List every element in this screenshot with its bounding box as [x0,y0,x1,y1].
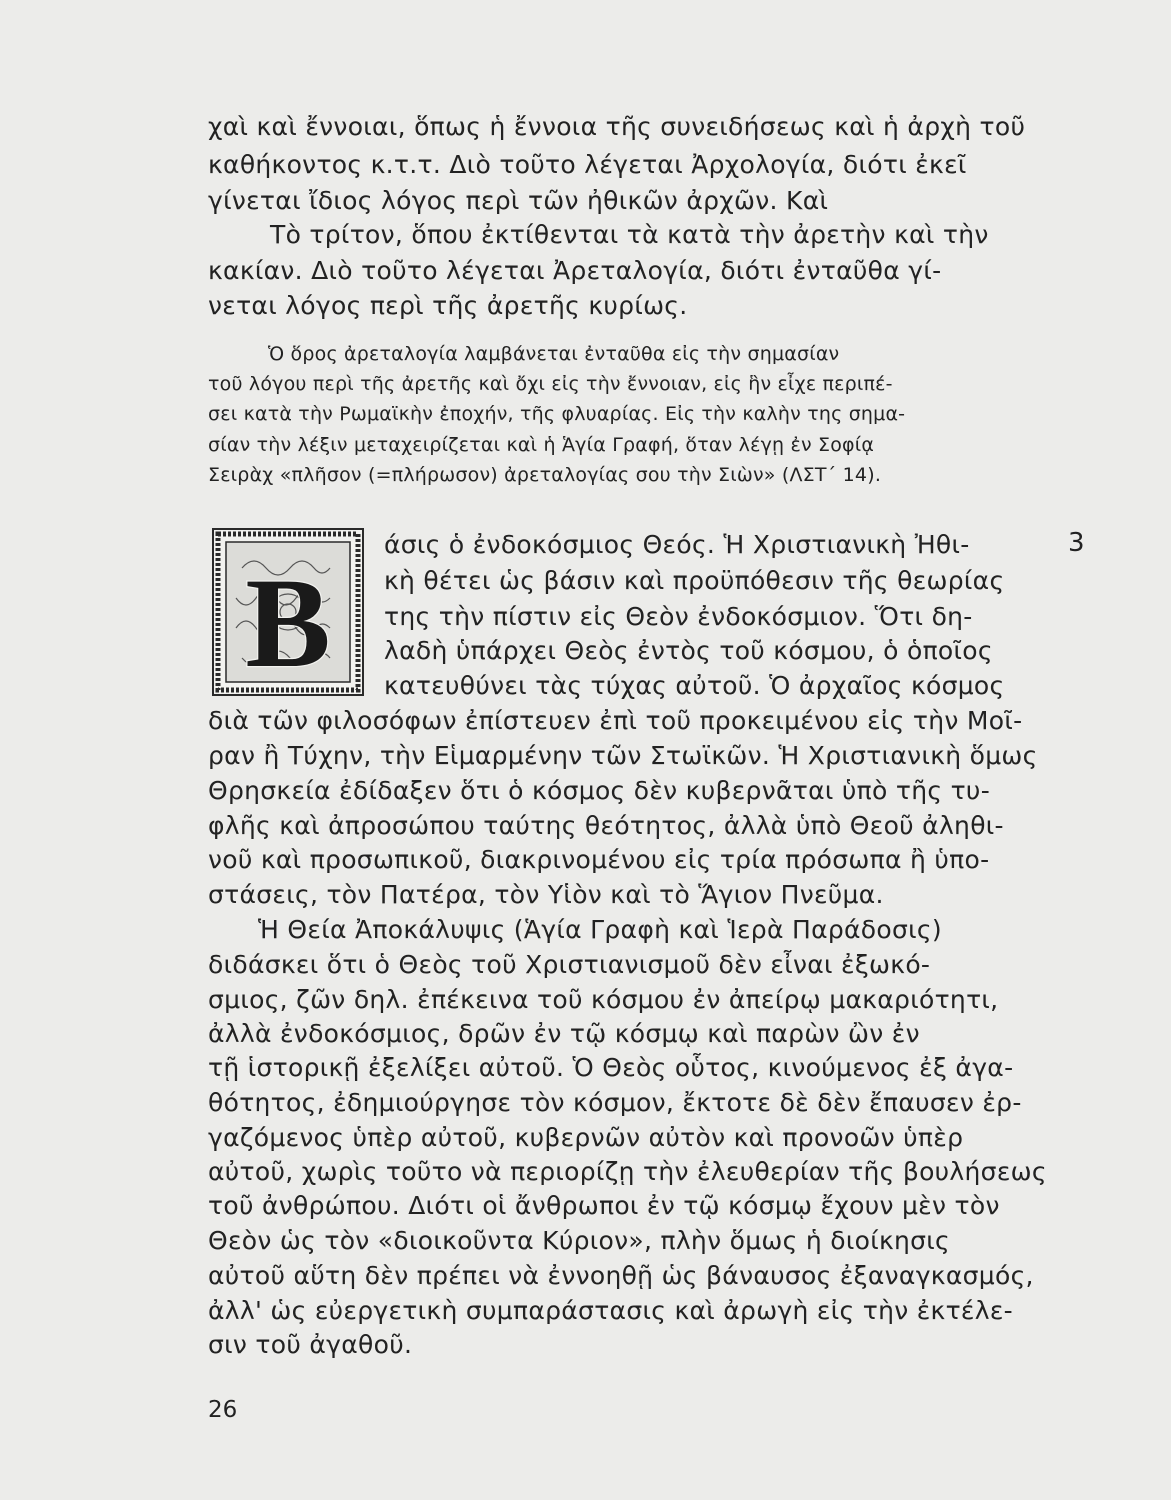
text-line: της τὴν πίστιν εἰς Θεὸν ἐνδοκόσμιον. Ὅτι δη- [384,602,973,631]
dropcap-letter: B [245,552,331,694]
decorative-dropcap-b [212,528,364,696]
text-line: νεται λόγος περὶ τῆς ἀρετῆς κυρίως. [208,291,688,320]
page-number: 26 [208,1397,238,1423]
text-line: αὐτοῦ, χωρὶς τοῦτο νὰ περιορίζῃ τὴν ἐλευθερίαν τῆς βουλήσεως [208,1157,1047,1186]
text-line: τοῦ ἀνθρώπου. Διότι οἱ ἄνθρωποι ἐν τῷ κόσμῳ ἔχουν μὲν τὸν [208,1191,1000,1220]
text-line: σιν τοῦ ἀγαθοῦ. [208,1330,413,1359]
text-line: διδάσκει ὅτι ὁ Θεὸς τοῦ Χριστιανισμοῦ δὲν εἶναι ἐξωκό- [208,950,931,979]
text-line: κατευθύνει τὰς τύχας αὐτοῦ. Ὁ ἀρχαῖος κόσμος [384,671,1005,700]
text-line: Θρησκεία ἐδίδαξεν ὅτι ὁ κόσμος δὲν κυβερνᾶται ὑπὸ τῆς τυ- [208,776,991,805]
section-margin-number: 3 [1068,528,1085,558]
text-line: Τὸ τρίτον, ὅπου ἐκτίθενται τὰ κατὰ τὴν ἀρετὴν καὶ τὴν [270,220,989,249]
text-line: αὐτοῦ αὕτη δὲν πρέπει νὰ ἐννοηθῇ ὡς βάναυσος ἐξαναγκασμός, [208,1261,1034,1290]
text-line: στάσεις, τὸν Πατέρα, τὸν Υἱὸν καὶ τὸ Ἅγιον Πνεῦμα. [208,880,884,909]
text-line: χαὶ καὶ ἔννοιαι, ὅπως ἡ ἔννοια τῆς συνειδήσεως καὶ ἡ ἀρχὴ τοῦ [208,112,1026,141]
note-line: Σειρὰχ «πλῆσον (=πλήρωσον) ἀρεταλογίας σου τὴν Σιὼν» (ΛΣΤ΄ 14). [208,464,882,486]
text-line: γαζόμενος ὑπὲρ αὐτοῦ, κυβερνῶν αὐτὸν καὶ προνοῶν ὑπὲρ [208,1123,964,1152]
text-line: γίνεται ἴδιος λόγος περὶ τῶν ἠθικῶν ἀρχῶν. Καὶ [208,186,829,215]
note-line: Ὁ ὅρος ἀρεταλογία λαμβάνεται ἐνταῦθα εἰς τὴν σημασίαν [268,343,840,365]
text-line: κὴ θέτει ὡς βάσιν καὶ προϋπόθεσιν τῆς θεωρίας [384,566,1005,595]
text-line: θότητος, ἐδημιούργησε τὸν κόσμον, ἔκτοτε δὲ δὲν ἔπαυσεν ἐρ- [208,1088,1022,1117]
text-line: ἀλλὰ ἐνδοκόσμιος, δρῶν ἐν τῷ κόσμῳ καὶ παρὼν ὢν ἐν [208,1019,920,1048]
text-line: νοῦ καὶ προσωπικοῦ, διακρινομένου εἰς τρία πρόσωπα ἢ ὑπο- [208,845,990,874]
text-line: σμιος, ζῶν δηλ. ἐπέκεινα τοῦ κόσμου ἐν ἀπείρῳ μακαριότητι, [208,985,999,1014]
text-line: άσις ὁ ἐνδοκόσμιος Θεός. Ἡ Χριστιανικὴ Ἠθι- [384,530,970,559]
text-line: διὰ τῶν φιλοσόφων ἐπίστευεν ἐπὶ τοῦ προκειμένου εἰς τὴν Μοῖ- [208,706,1023,735]
text-line: λαδὴ ὑπάρχει Θεὸς ἐντὸς τοῦ κόσμου, ὁ ὁποῖος [384,636,993,665]
note-line: σίαν τὴν λέξιν μεταχειρίζεται καὶ ἡ Ἁγία Γραφή, ὅταν λέγῃ ἐν Σοφίᾳ [208,434,875,456]
text-line: φλῆς καὶ ἀπροσώπου ταύτης θεότητος, ἀλλὰ ὑπὸ Θεοῦ ἀληθι- [208,811,1004,840]
note-line: σει κατὰ τὴν Ρωμαϊκὴν ἐποχήν, τῆς φλυαρίας. Εἰς τὴν καλὴν της σημα- [208,403,906,425]
text-line: Θεὸν ὡς τὸν «διοικοῦντα Κύριον», πλὴν ὅμως ἡ διοίκησις [208,1226,951,1255]
note-line: τοῦ λόγου περὶ τῆς ἀρετῆς καὶ ὄχι εἰς τὴν ἔννοιαν, εἰς ἣν εἶχε περιπέ- [208,373,893,395]
text-line: ἀλλ' ὡς εὐεργετικὴ συμπαράστασις καὶ ἀρωγὴ εἰς τὴν ἐκτέλε- [208,1296,1013,1325]
text-line: Ἡ Θεία Ἀποκάλυψις (Ἁγία Γραφὴ καὶ Ἱερὰ Παράδοσις) [258,915,942,944]
text-line: κακίαν. Διὸ τοῦτο λέγεται Ἀρεταλογία, διότι ἐνταῦθα γί- [208,256,942,285]
text-line: τῇ ἱστορικῇ ἐξελίξει αὐτοῦ. Ὁ Θεὸς οὗτος, κινούμενος ἐξ ἀγα- [208,1053,1014,1082]
text-line: ραν ἢ Τύχην, τὴν Εἱμαρμένην τῶν Στωϊκῶν. Ἡ Χριστιανικὴ ὅμως [208,741,1038,770]
text-line: καθήκοντος κ.τ.τ. Διὸ τοῦτο λέγεται Ἀρχολογία, διότι ἐκεῖ [208,150,967,179]
